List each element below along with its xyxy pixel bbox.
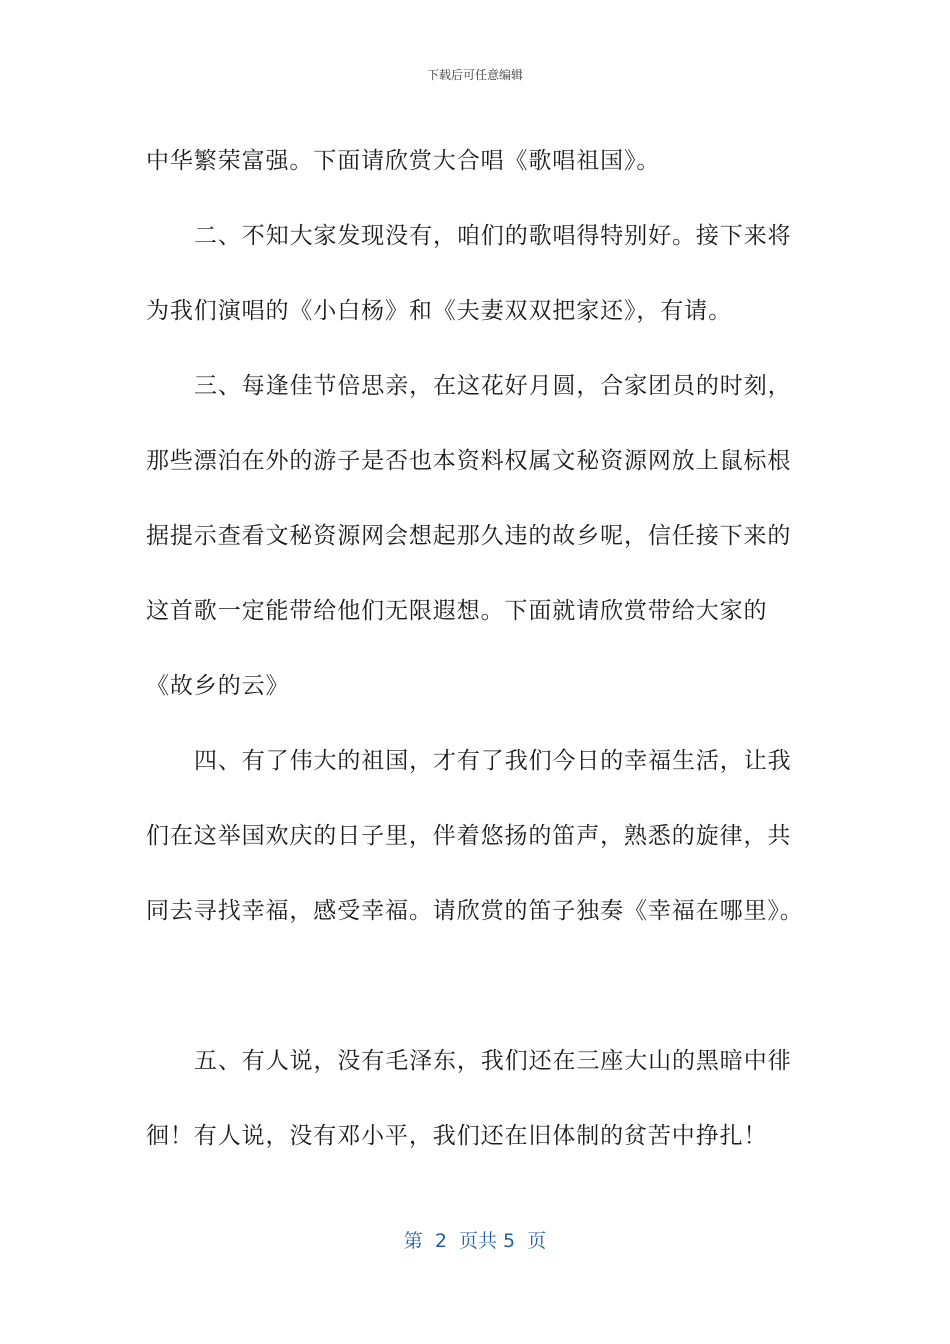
document-body xyxy=(146,124,816,1174)
paragraph-line: 《故乡的云》 xyxy=(146,673,290,699)
paragraph-line: 同去寻找幸福，感受幸福。请欣赏的笛子独奏《幸福在哪里》。 xyxy=(146,898,804,924)
paragraph-line: 那些漂泊在外的游子是否也本资料权属文秘资源网放上鼠标根 xyxy=(146,448,792,474)
paragraph-line: 为我们演唱的《小白杨》和《夫妻双双把家还》，有请。 xyxy=(146,298,732,324)
paragraph-line: 四、有了伟大的祖国，才有了我们今日的幸福生活，让我 xyxy=(194,748,792,774)
paragraph-line: 徊！有人说，没有邓小平，我们还在旧体制的贫苦中挣扎！ xyxy=(146,1123,768,1149)
paragraph-line: 中华繁荣富强。下面请欣赏大合唱《歌唱祖国》。 xyxy=(146,148,661,174)
page-header: 下载后可任意编辑 xyxy=(426,68,523,82)
paragraph-line: 据提示查看文秘资源网会想起那久违的故乡呢，信任接下来的 xyxy=(146,523,792,549)
paragraph-line: 这首歌一定能带给他们无限遐想。下面就请欣赏带给大家的 xyxy=(146,598,768,624)
page-number-footer: 第 2 页共 5 页 xyxy=(403,1230,547,1252)
blank-line xyxy=(146,949,816,1024)
paragraph-line: 二、不知大家发现没有，咱们的歌唱得特别好。接下来将 xyxy=(194,223,792,249)
paragraph-line: 们在这举国欢庆的日子里，伴着悠扬的笛声，熟悉的旋律，共 xyxy=(146,823,792,849)
paragraph-line: 五、有人说，没有毛泽东，我们还在三座大山的黑暗中徘 xyxy=(194,1048,792,1074)
paragraph-line: 三、每逢佳节倍思亲，在这花好月圆，合家团员的时刻， xyxy=(194,373,792,399)
